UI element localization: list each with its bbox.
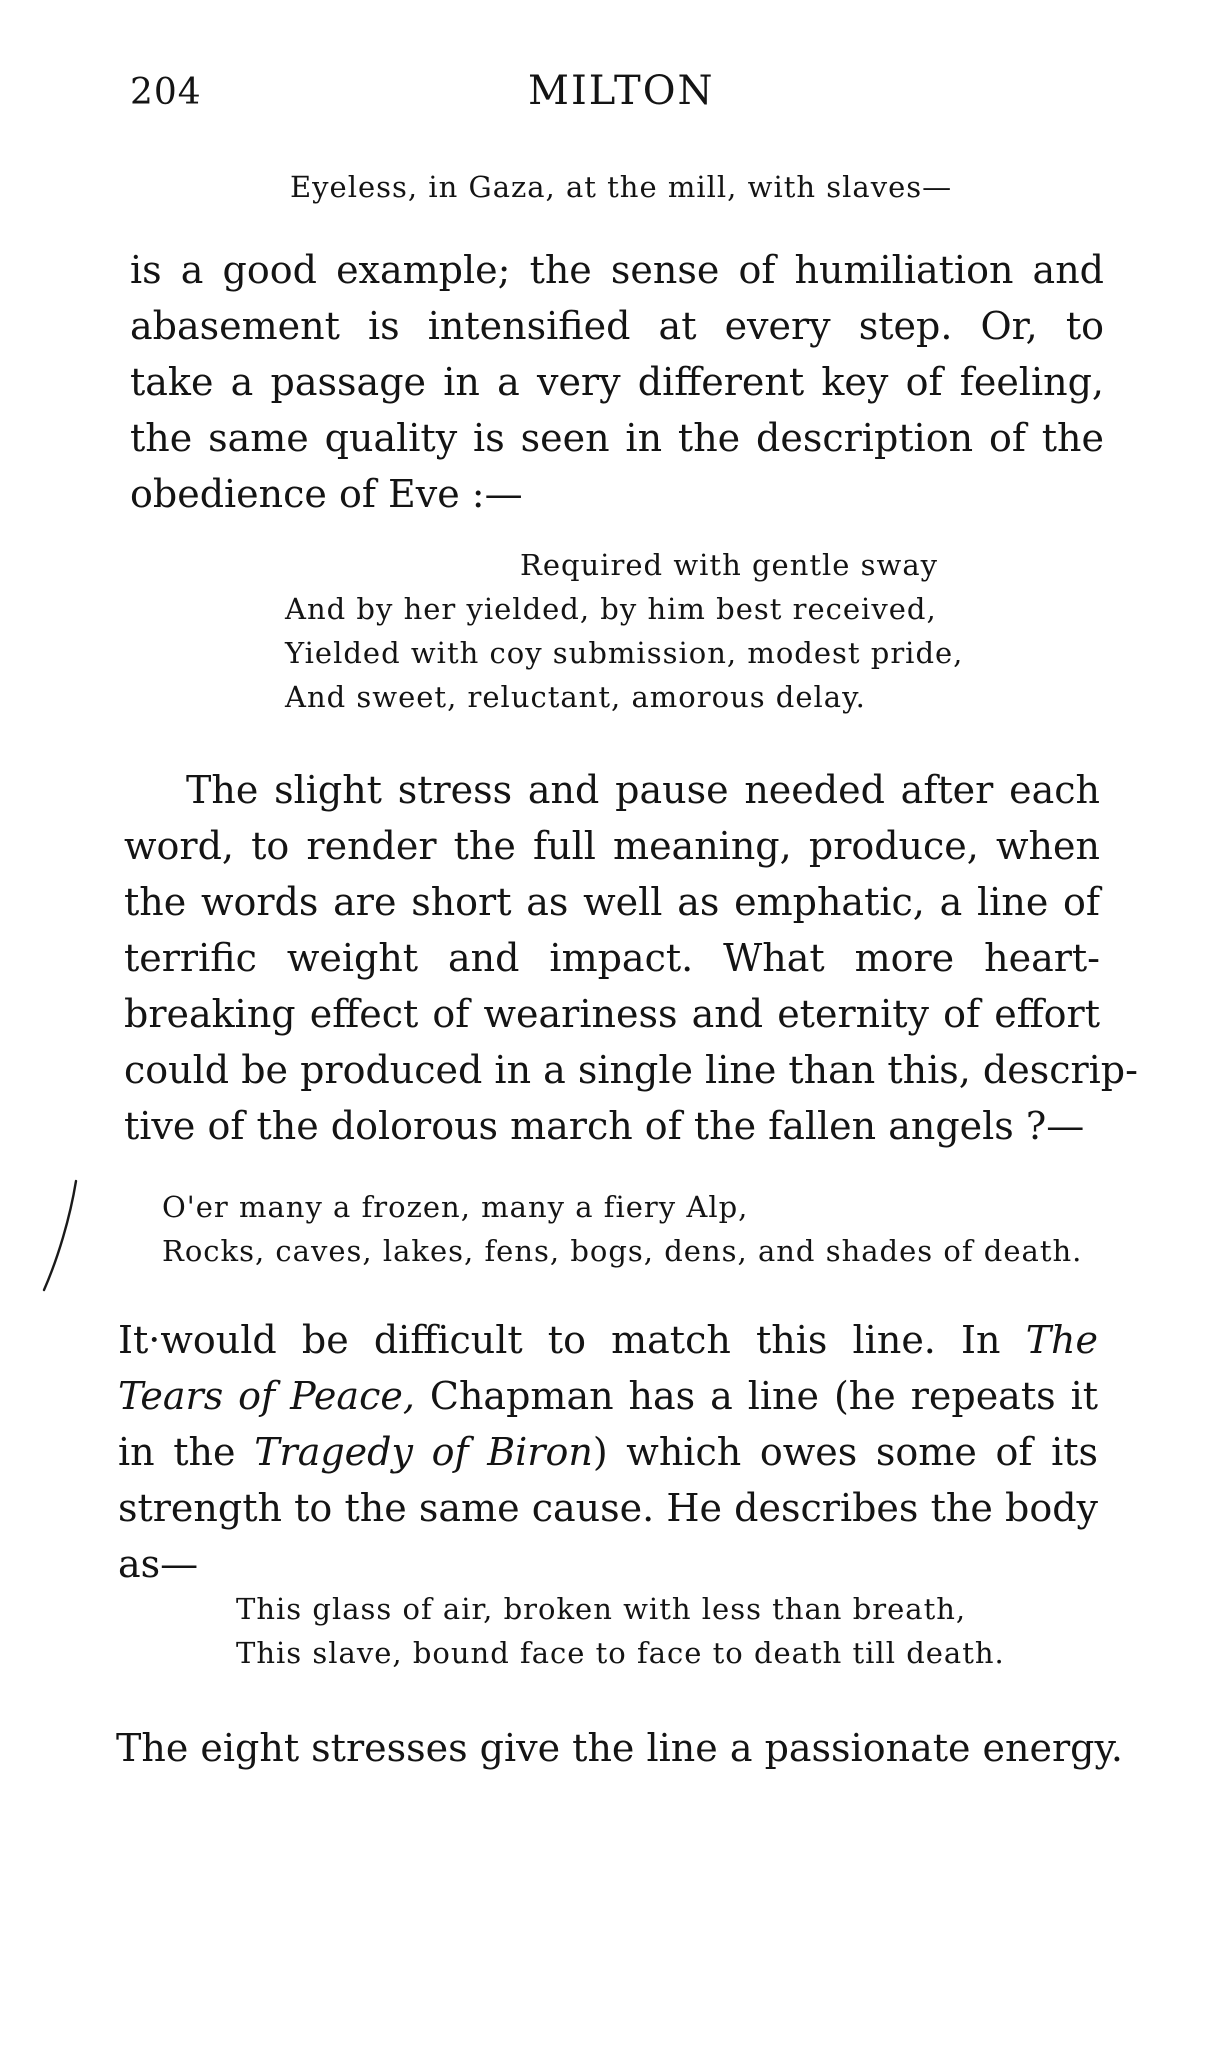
prose-line bbox=[118, 1368, 1098, 1424]
verse-line: Eyeless, in Gaza, at the mill, with slaves— bbox=[290, 170, 953, 204]
verse-line: This glass of air, broken with less than breath, bbox=[236, 1592, 967, 1626]
prose-line: tive of the dolorous march of the fallen angels ?— bbox=[124, 1104, 1085, 1148]
verse-line: And by her yielded, by him best received, bbox=[285, 592, 937, 626]
italic-title: Tragedy of Biron bbox=[254, 1430, 593, 1474]
prose-line: is a good example; the sense of humiliation and bbox=[130, 248, 1104, 292]
verse-line: Required with gentle sway bbox=[520, 548, 939, 582]
verse-line: Rocks, caves, lakes, fens, bogs, dens, and shades of death. bbox=[162, 1234, 1083, 1268]
paragraph bbox=[124, 762, 1138, 1154]
prose-line: terrific weight and impact. What more heart- bbox=[124, 936, 1100, 980]
prose-line: The slight stress and pause needed after each bbox=[186, 768, 1100, 812]
prose-line: as— bbox=[118, 1542, 199, 1586]
verse-line: And sweet, reluctant, amorous delay. bbox=[285, 680, 866, 714]
italic-title: Tears of Peace, bbox=[118, 1374, 415, 1418]
prose-line: abasement is intensified at every step. Or, to bbox=[130, 304, 1104, 348]
margin-slash-mark bbox=[40, 1178, 80, 1293]
paragraph bbox=[118, 1312, 1098, 1592]
prose-line: breaking effect of weariness and eternity of effort bbox=[124, 992, 1100, 1036]
prose-text: in the bbox=[118, 1430, 255, 1474]
prose-line bbox=[118, 1424, 1098, 1480]
italic-title: The bbox=[1025, 1318, 1098, 1362]
paragraph bbox=[130, 242, 1104, 522]
prose-line: The eight stresses give the line a passionate energy. bbox=[116, 1726, 1123, 1770]
prose-text: ) which owes some of its bbox=[592, 1430, 1098, 1474]
paragraph bbox=[116, 1720, 1123, 1776]
prose-line: word, to render the full meaning, produce, when bbox=[124, 824, 1100, 868]
verse-line: Yielded with coy submission, modest pride, bbox=[285, 636, 964, 670]
running-title: MILTON bbox=[528, 68, 715, 114]
verse-line: O'er many a frozen, many a fiery Alp, bbox=[162, 1190, 749, 1224]
prose-text: It·would be difficult to match this line. In bbox=[118, 1318, 1026, 1362]
verse-line: This slave, bound face to face to death till death. bbox=[236, 1636, 1005, 1670]
prose-line: the words are short as well as emphatic, a line of bbox=[124, 880, 1100, 924]
prose-line: the same quality is seen in the description of the bbox=[130, 416, 1104, 460]
prose-line bbox=[118, 1312, 1098, 1368]
page-number: 204 bbox=[130, 72, 202, 113]
prose-line: take a passage in a very different key of feeling, bbox=[130, 360, 1104, 404]
prose-text: Chapman has a line (he repeats it bbox=[414, 1374, 1098, 1418]
prose-line: strength to the same cause. He describes the body bbox=[118, 1486, 1098, 1530]
prose-line: could be produced in a single line than this, descrip- bbox=[124, 1048, 1138, 1092]
prose-line: obedience of Eve :— bbox=[130, 472, 523, 516]
